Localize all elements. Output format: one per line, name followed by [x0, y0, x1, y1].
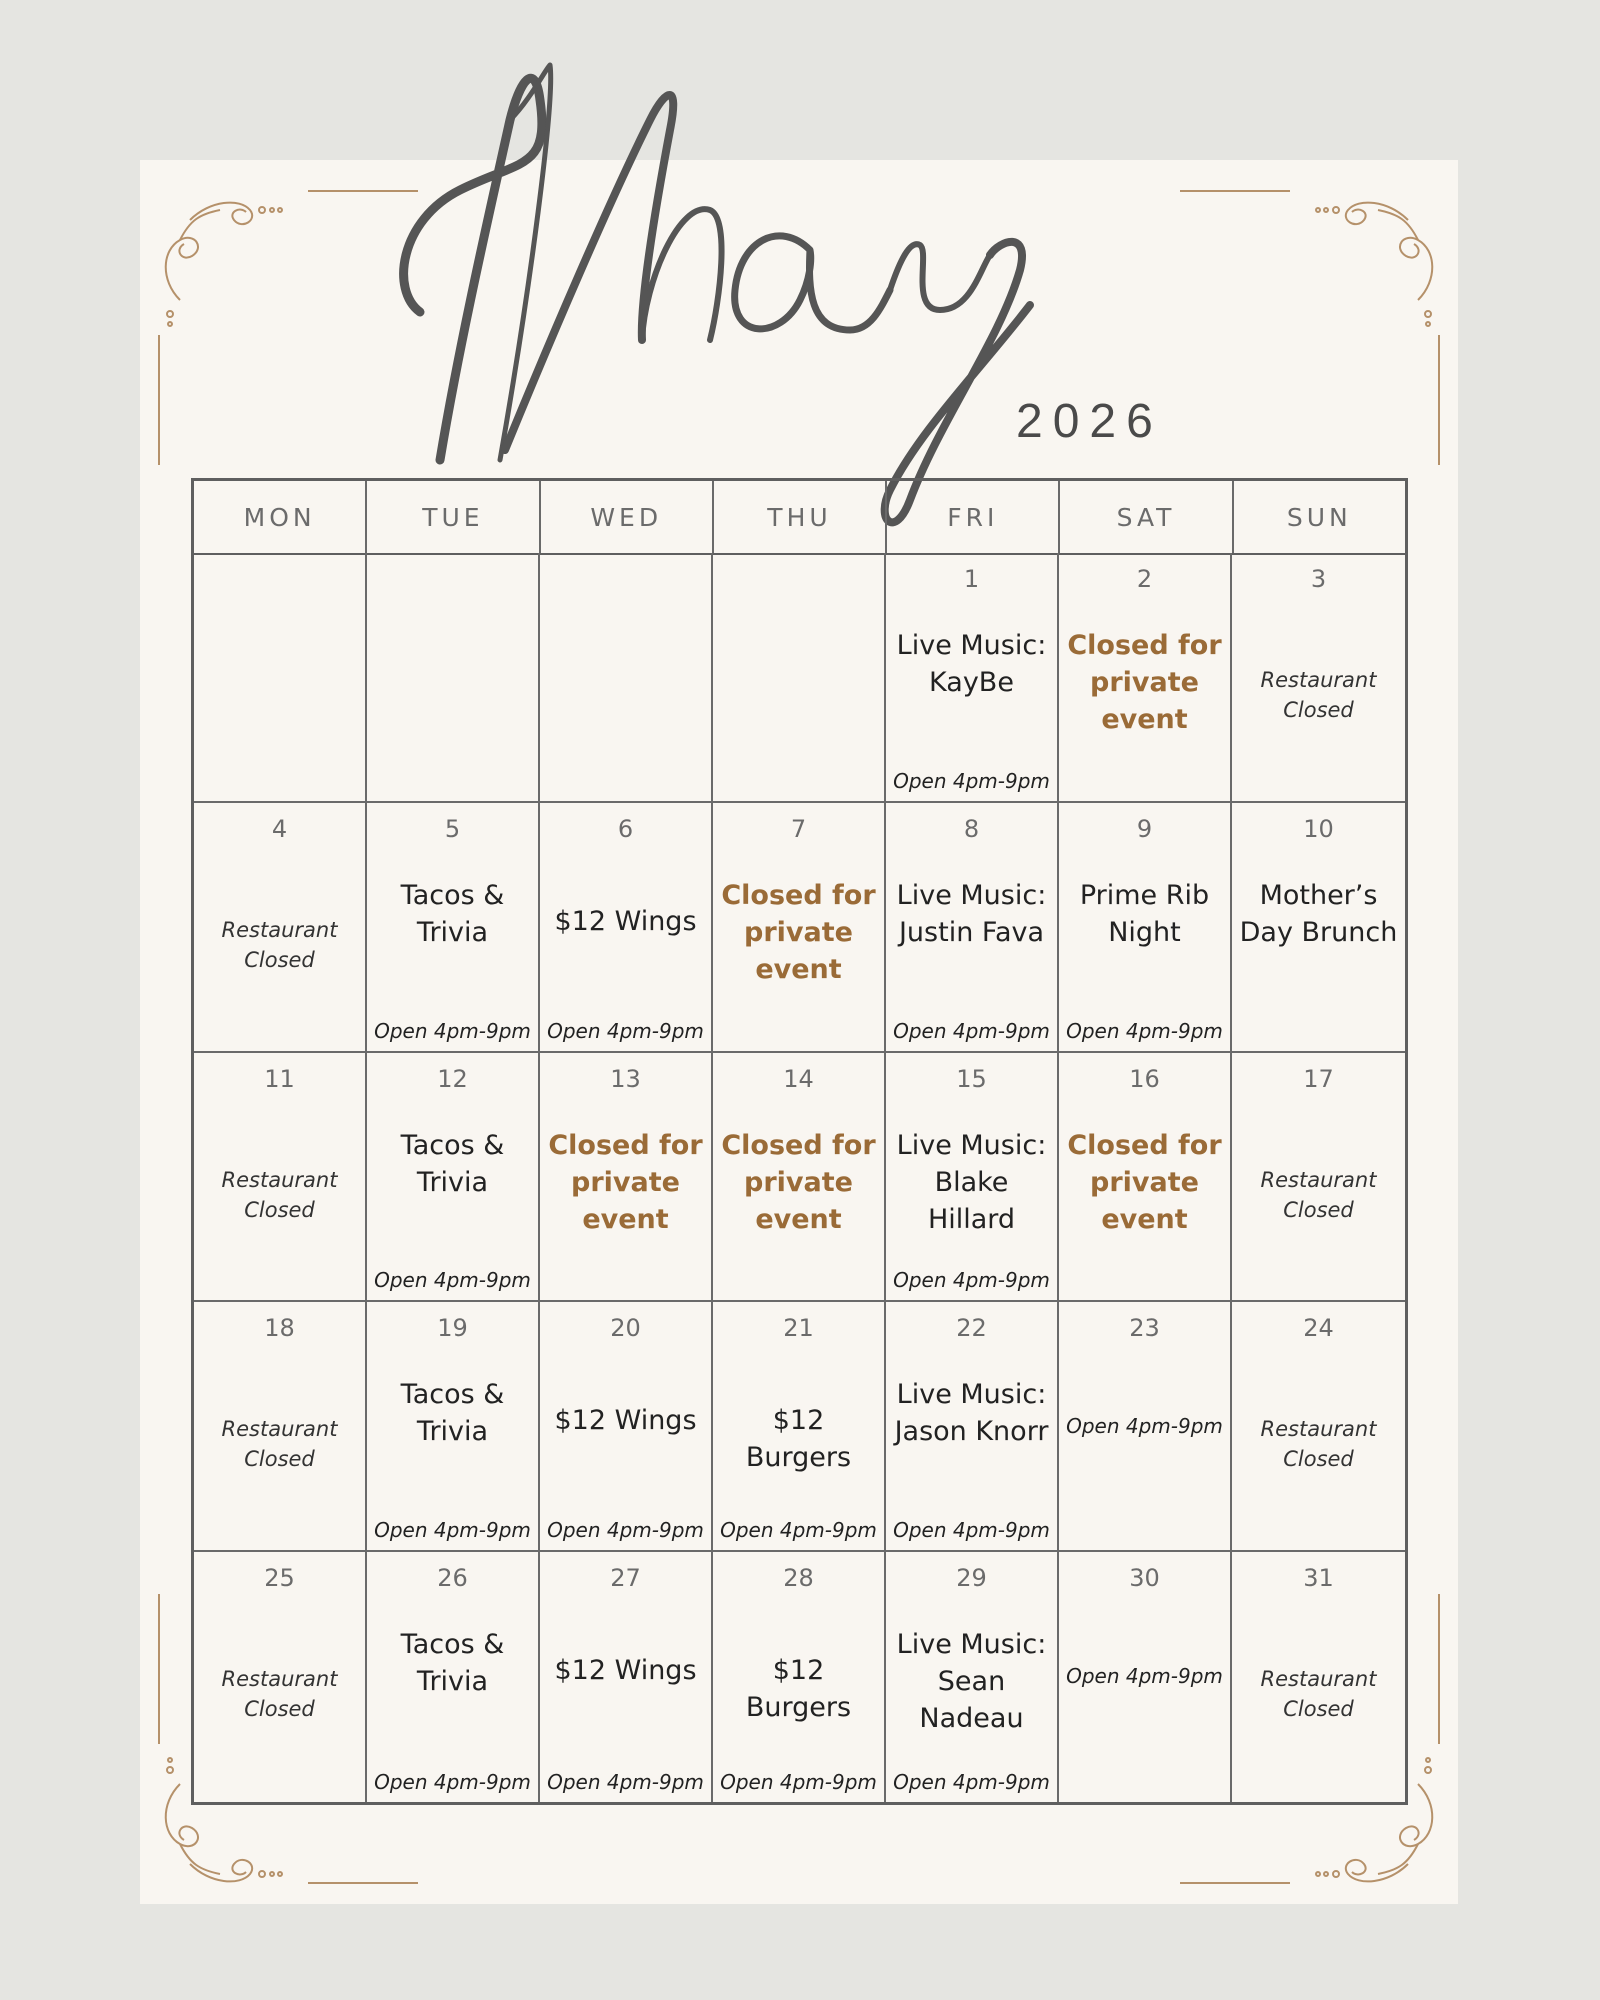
opening-hours: Open 4pm-9pm: [893, 1268, 1050, 1293]
opening-hours: Open 4pm-9pm: [893, 1018, 1050, 1043]
day-cell: [1232, 1552, 1405, 1802]
event-label: Mother’s Day Brunch: [1239, 879, 1398, 948]
private-event-label: Closed for private event: [548, 1129, 703, 1235]
opening-hours: Open 4pm-9pm: [374, 1268, 531, 1293]
day-cell: [713, 1302, 886, 1552]
day-number: 13: [610, 1064, 641, 1093]
event-label: $12 Wings: [554, 1405, 697, 1437]
corner-flourish-top-right: [1288, 180, 1448, 340]
day-cell: [194, 1053, 367, 1303]
ornament-line: [1438, 1594, 1440, 1744]
day-cell: [1232, 1302, 1405, 1552]
day-cell: [367, 1552, 540, 1802]
private-event-label: Closed for private event: [1067, 1129, 1222, 1235]
day-number: 3: [1310, 565, 1327, 593]
weekday-sun: SUN: [1286, 502, 1352, 532]
weekday-header: [194, 481, 1405, 555]
day-number: 23: [1129, 1314, 1160, 1343]
day-cell: [194, 553, 367, 803]
day-cell: [367, 1302, 540, 1552]
day-cell: [1059, 1552, 1232, 1802]
event-label: Live Music: Blake Hillard: [896, 1129, 1047, 1235]
day-number: 19: [437, 1314, 468, 1343]
weekday-tue: TUE: [367, 481, 540, 553]
closed-label: Restaurant Closed: [1260, 1167, 1377, 1222]
day-cell: [886, 1552, 1059, 1802]
private-event-label: Closed for private event: [1067, 630, 1222, 735]
event-label: Live Music: KayBe: [896, 630, 1047, 698]
opening-hours: Open 4pm-9pm: [374, 1518, 531, 1543]
private-event-label: Closed for private event: [721, 1129, 876, 1235]
opening-hours: Open 4pm-9pm: [720, 1770, 877, 1794]
day-cell: [540, 1302, 713, 1552]
day-number: 29: [956, 1564, 987, 1593]
day-number: 16: [1129, 1064, 1160, 1093]
weekday-thu: THU: [714, 481, 887, 553]
day-number: 5: [444, 814, 461, 843]
opening-hours: Open 4pm-9pm: [893, 1518, 1050, 1543]
day-cell: [886, 803, 1059, 1053]
month-title-script: [380, 40, 1070, 540]
day-number: 31: [1303, 1564, 1334, 1593]
day-cell: [1059, 1302, 1232, 1552]
opening-hours: Open 4pm-9pm: [1066, 1664, 1223, 1689]
closed-label: Restaurant Closed: [221, 1167, 338, 1222]
day-cell: [1059, 1053, 1232, 1303]
day-number: 14: [783, 1064, 814, 1093]
year-label: 2026: [1016, 395, 1163, 448]
day-cell: [540, 1053, 713, 1303]
day-cell: [713, 803, 886, 1053]
day-cell: [194, 1552, 367, 1802]
day-cell: [540, 1552, 713, 1802]
weekday-sat: SAT: [1060, 481, 1233, 553]
closed-label: Restaurant Closed: [221, 1667, 338, 1722]
weekday-fri: FRI: [887, 481, 1060, 553]
day-cell: [540, 553, 713, 803]
private-event-label: Closed for private event: [721, 879, 876, 985]
day-cell: [194, 803, 367, 1053]
day-number: 18: [264, 1314, 295, 1343]
event-label: Live Music: Jason Knorr: [894, 1379, 1049, 1448]
weekday-wed: WED: [541, 481, 714, 553]
day-cell: [886, 553, 1059, 803]
day-cell: [886, 1053, 1059, 1303]
event-label: Live Music: Sean Nadeau: [896, 1629, 1047, 1735]
weekday-mon: MON: [194, 481, 367, 553]
day-cell: [367, 803, 540, 1053]
day-cell: [1232, 553, 1405, 803]
event-label: $12 Burgers: [745, 1405, 852, 1474]
event-label: Live Music: Justin Fava: [896, 879, 1047, 948]
day-number: 20: [610, 1314, 641, 1343]
closed-label: Restaurant Closed: [1260, 1417, 1377, 1472]
day-cell: [540, 803, 713, 1053]
ornament-line: [158, 335, 160, 465]
opening-hours: Open 4pm-9pm: [374, 1018, 531, 1043]
day-number: 2: [1136, 565, 1153, 593]
day-number: 26: [437, 1564, 468, 1593]
day-cell: [713, 553, 886, 803]
day-cell: [367, 1053, 540, 1303]
day-cell: [367, 553, 540, 803]
closed-label: Restaurant Closed: [221, 917, 338, 972]
day-cell: [713, 1552, 886, 1802]
opening-hours: Open 4pm-9pm: [1066, 1018, 1223, 1043]
day-cell: [1232, 1053, 1405, 1303]
day-number: 25: [264, 1564, 295, 1593]
day-number: 22: [956, 1314, 987, 1343]
ornament-line: [1438, 335, 1440, 465]
day-number: 7: [790, 814, 807, 843]
closed-label: Restaurant Closed: [1260, 668, 1377, 722]
day-number: 24: [1303, 1314, 1334, 1343]
closed-label: Restaurant Closed: [1260, 1667, 1377, 1722]
event-label: $12 Wings: [554, 1655, 697, 1687]
day-cell: [1232, 803, 1405, 1053]
opening-hours: Open 4pm-9pm: [547, 1518, 704, 1543]
event-label: $12 Wings: [554, 905, 697, 937]
event-label: $12 Burgers: [745, 1655, 852, 1724]
day-number: 9: [1136, 814, 1153, 843]
event-label: Tacos & Trivia: [400, 879, 505, 948]
day-grid: [194, 553, 1405, 1802]
day-cell: [194, 1302, 367, 1552]
day-number: 8: [963, 814, 980, 843]
day-number: 6: [617, 814, 634, 843]
day-cell: [713, 1053, 886, 1303]
event-label: Prime Rib Night: [1079, 879, 1210, 948]
day-cell: [886, 1302, 1059, 1552]
opening-hours: Open 4pm-9pm: [893, 1770, 1050, 1794]
day-number: 4: [271, 814, 288, 843]
corner-flourish-top-left: [150, 180, 310, 340]
ornament-line: [158, 1594, 160, 1744]
ornament-line: [1180, 190, 1290, 192]
day-number: 15: [956, 1064, 987, 1093]
day-number: 28: [783, 1564, 814, 1593]
ornament-line: [308, 1882, 418, 1884]
closed-label: Restaurant Closed: [221, 1417, 338, 1472]
calendar-grid: [191, 478, 1408, 1805]
opening-hours: Open 4pm-9pm: [1066, 1414, 1223, 1439]
opening-hours: Open 4pm-9pm: [374, 1770, 531, 1794]
day-number: 27: [610, 1564, 641, 1593]
opening-hours: Open 4pm-9pm: [547, 1018, 704, 1043]
ornament-line: [1180, 1882, 1290, 1884]
day-number: 30: [1129, 1564, 1160, 1593]
day-number: 12: [437, 1064, 468, 1093]
opening-hours: Open 4pm-9pm: [720, 1518, 877, 1543]
opening-hours: Open 4pm-9pm: [547, 1770, 704, 1794]
day-number: 1: [963, 565, 980, 593]
day-number: 10: [1303, 814, 1334, 843]
day-number: 11: [264, 1064, 295, 1093]
day-cell: [1059, 553, 1232, 803]
event-label: Tacos & Trivia: [400, 1379, 505, 1448]
day-number: 17: [1303, 1064, 1334, 1093]
opening-hours: Open 4pm-9pm: [893, 768, 1050, 793]
event-label: Tacos & Trivia: [400, 1129, 505, 1198]
day-number: 21: [783, 1314, 814, 1343]
event-label: Tacos & Trivia: [400, 1629, 505, 1698]
day-cell: [1059, 803, 1232, 1053]
